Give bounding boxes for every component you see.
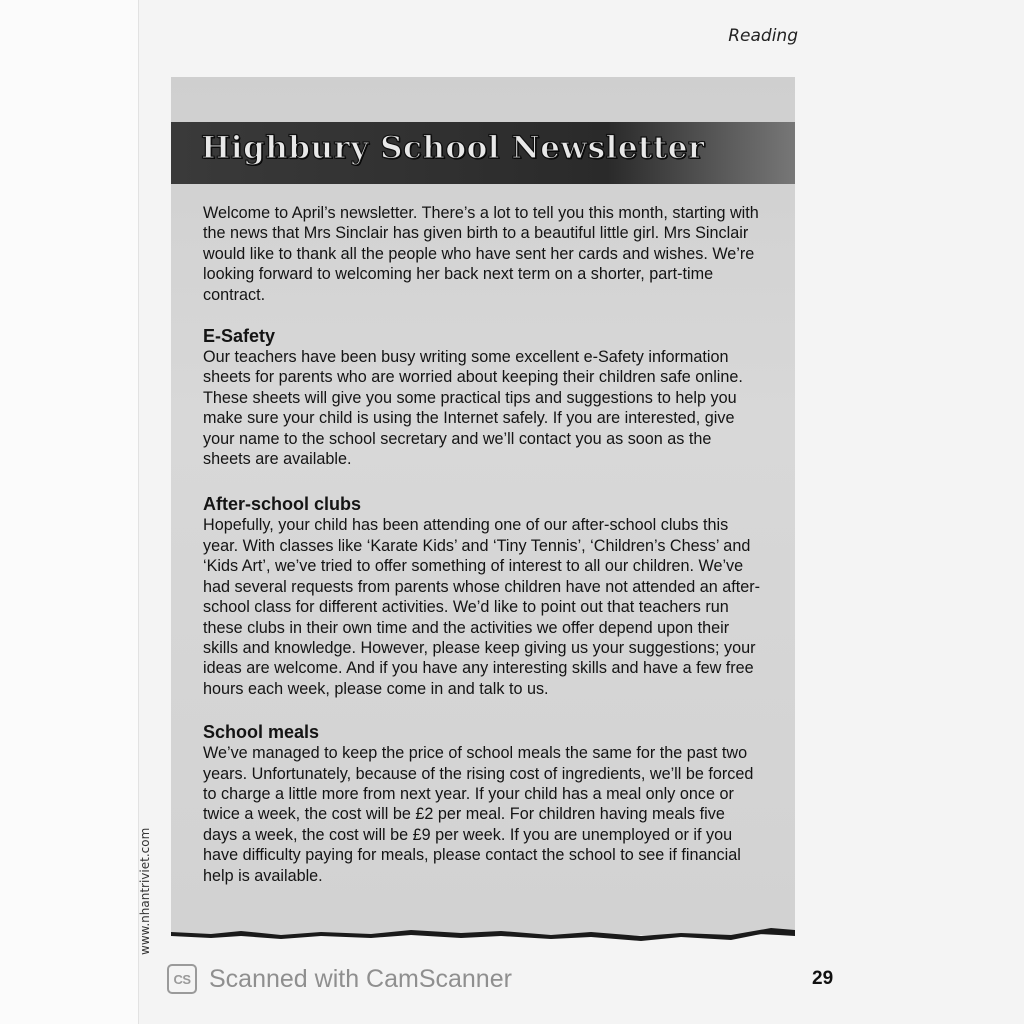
- side-watermark-text: www.nhantriviet.com: [138, 827, 152, 955]
- newsletter-body: [203, 203, 763, 886]
- intro-paragraph: Welcome to April’s newsletter. There’s a lot to tell you this month, starting with the news that Mrs Sinclair has given birth to a beautiful little girl. Mrs Sinclair would like to thank all the people who have sent her cards and wishes. We’re looking forward to welcoming her back next term on a shorter, part-time contract.: [203, 204, 759, 304]
- page-number: 29: [812, 968, 834, 989]
- camscanner-logo-icon: CS: [167, 964, 197, 994]
- torn-paper-edge: [171, 924, 795, 944]
- section-body: Our teachers have been busy writing some excellent e-Safety information sheets for parents who are worried about keeping their children safe online. These sheets will give you some practical tips and suggestions to help you make sure your child is using the Internet safely. If you are interested, give your name to the school secretary and we’ll contact you as soon as the sheets are available.: [203, 348, 743, 469]
- section-heading: School meals: [203, 722, 320, 743]
- section-header-label: Reading: [728, 26, 798, 46]
- section-after-school-clubs: [203, 493, 763, 699]
- title-banner: [171, 122, 795, 184]
- scanner-footer: [167, 964, 512, 994]
- section-e-safety: [203, 325, 763, 469]
- newsletter-title: Highbury School Newsletter: [201, 130, 705, 166]
- section-school-meals: [203, 721, 763, 886]
- newsletter-panel: [171, 77, 795, 935]
- left-page-margin: [0, 0, 139, 1024]
- section-heading: After-school clubs: [203, 494, 362, 515]
- section-heading: E-Safety: [203, 326, 276, 347]
- section-body: Hopefully, your child has been attending one of our after-school clubs this year. With classes like ‘Karate Kids’ and ‘Tiny Tennis’, ‘Children’s Chess’ and ‘Kids Art’, we’ve tried to offer something of interest to all our children. We’ve had several requests from parents whose children have not attended an after-school class for different activities. We’d like to point out that teachers run these clubs in their own time and the activities we offer depend upon their skills and knowledge. However, please keep giving us your suggestions; your ideas are welcome. And if you have any interesting skills and have a few free hours each week, please come in and talk to us.: [203, 516, 760, 698]
- section-body: We’ve managed to keep the price of school meals the same for the past two years. Unfortunately, because of the rising cost of ingredients, we’ll be forced to charge a little more from next year. If your child has a meal only once or twice a week, the cost will be £2 per meal. For children having meals five days a week, the cost will be £9 per week. If you are unemployed or if you have difficulty paying for meals, please contact the school to see if financial help is available.: [203, 744, 754, 885]
- scanner-label: Scanned with CamScanner: [209, 964, 512, 993]
